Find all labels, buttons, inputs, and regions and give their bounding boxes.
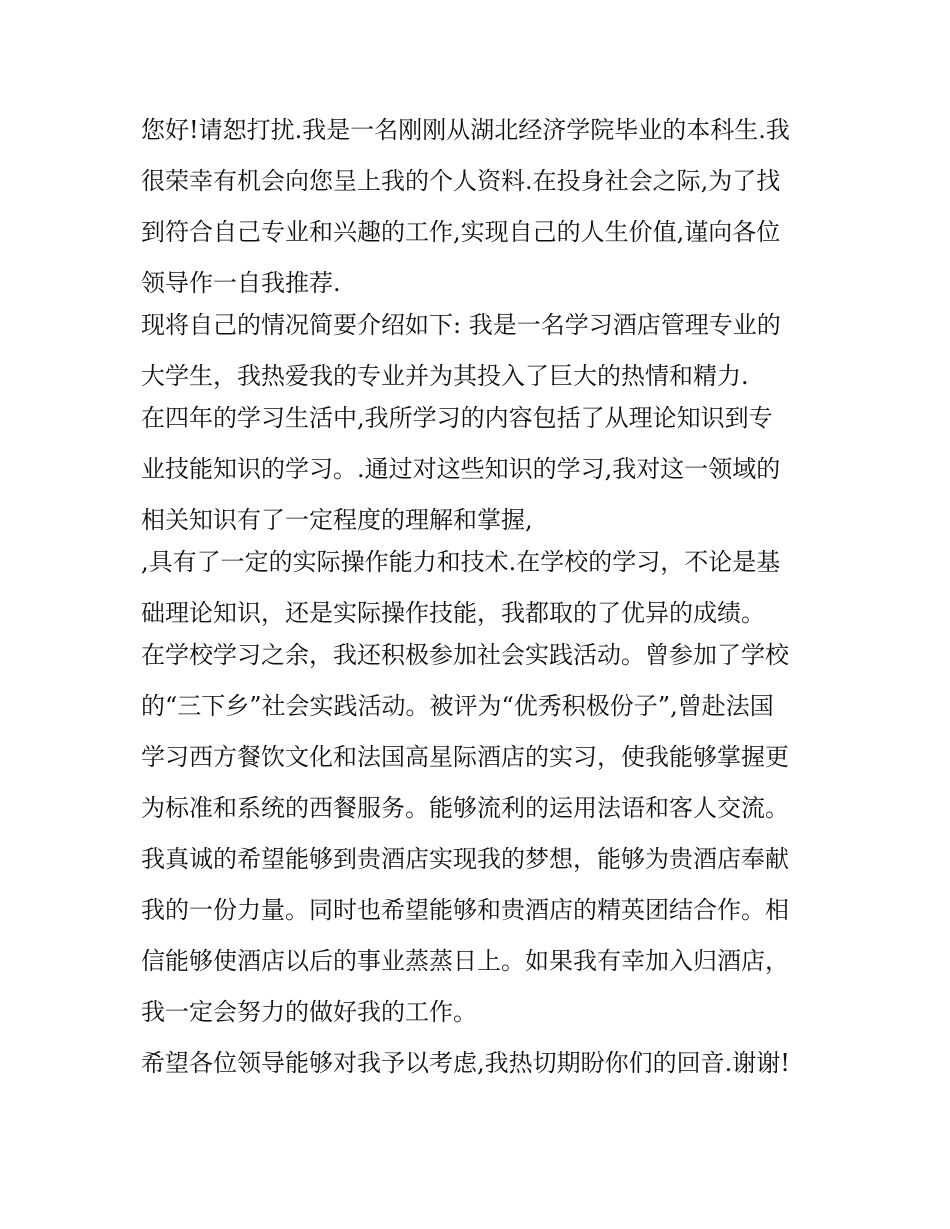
- text-line: 我的一份力量。同时也希望能够和贵酒店的精英团结合作。相: [141, 896, 789, 924]
- text-line: 现将自己的情况简要介绍如下: 我是一名学习酒店管理专业的: [141, 311, 781, 339]
- text-line: 相关知识有了一定程度的理解和掌握,: [141, 506, 533, 534]
- text-line: 我真诚的希望能够到贵酒店实现我的梦想，能够为贵酒店奉献: [141, 845, 789, 873]
- text-line: 领导作一自我推荐.: [141, 269, 341, 297]
- text-line: 学习西方餐饮文化和法国高星际酒店的实习，使我能够掌握更: [141, 743, 789, 771]
- text-line: ,具有了一定的实际操作能力和技术.在学校的学习，不论是基: [141, 548, 781, 576]
- text-line: 您好!请恕打扰.我是一名刚刚从湖北经济学院毕业的本科生.我: [141, 116, 790, 144]
- cover-letter-body: [141, 108, 821, 1092]
- text-line: 础理论知识，还是实际操作技能，我都取的了优异的成绩。: [141, 599, 765, 627]
- text-line: 我一定会努力的做好我的工作。: [141, 998, 477, 1026]
- text-line: 信能够使酒店以后的事业蒸蒸日上。如果我有幸加入归酒店，: [141, 947, 789, 975]
- text-line: 为标准和系统的西餐服务。能够流利的运用法语和客人交流。: [141, 794, 789, 822]
- text-line: 大学生，我热爱我的专业并为其投入了巨大的热情和精力.: [141, 362, 749, 390]
- text-line: 在四年的学习生活中,我所学习的内容包括了从理论知识到专: [141, 404, 773, 432]
- text-line: 的“三下乡”社会实践活动。被评为“优秀积极份子”,曾赴法国: [141, 692, 774, 720]
- text-line: 很荣幸有机会向您呈上我的个人资料.在投身社会之际,为了找: [141, 167, 781, 195]
- text-line: 在学校学习之余，我还积极参加社会实践活动。曾参加了学校: [141, 641, 789, 669]
- text-line: 业技能知识的学习。.通过对这些知识的学习,我对这一领域的: [141, 455, 781, 483]
- text-line: 到符合自己专业和兴趣的工作,实现自己的人生价值,谨向各位: [141, 218, 781, 246]
- text-line: 希望各位领导能够对我予以考虑,我热切期盼你们的回音.谢谢!: [141, 1049, 790, 1077]
